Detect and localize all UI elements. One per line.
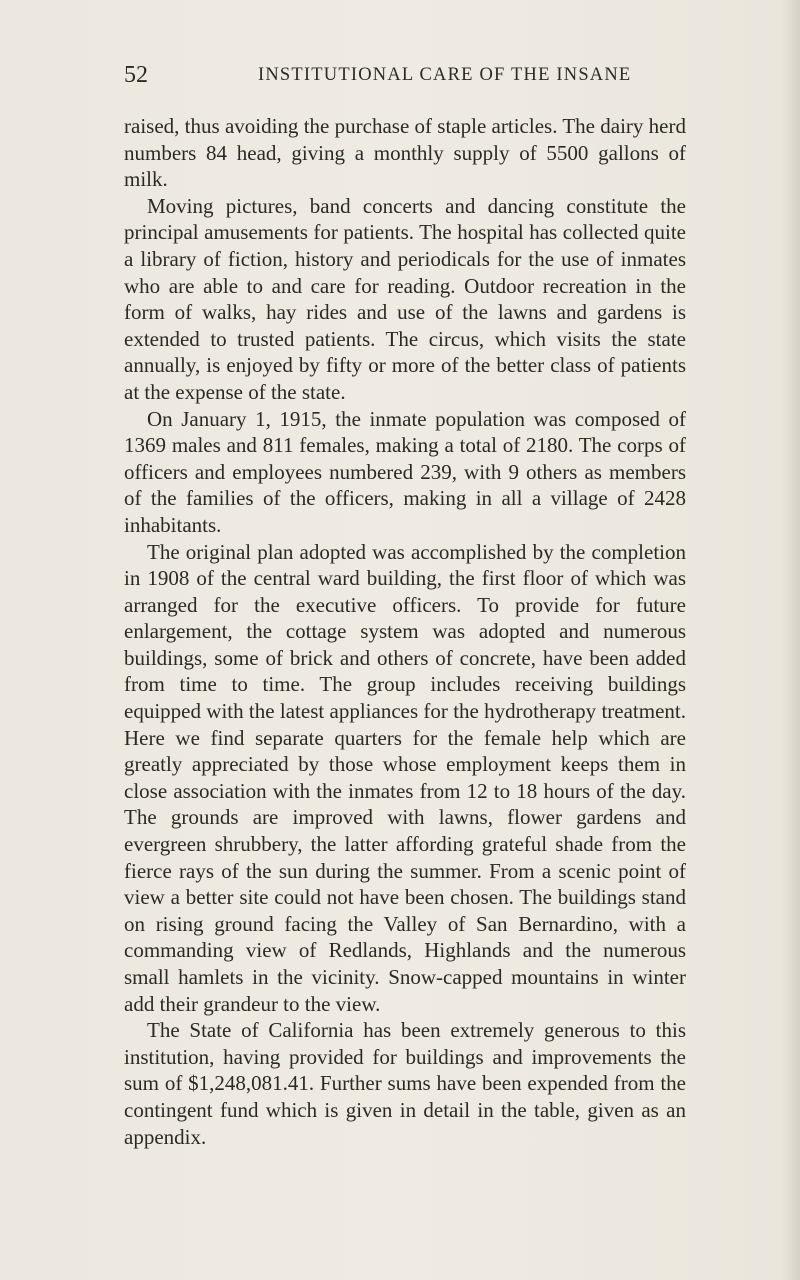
running-title: INSTITUTIONAL CARE OF THE INSANE — [258, 65, 632, 85]
paragraph-funding: The State of California has been extremely generous to this institution, having provided for buildings and improvements the sum of $1,248,081.41. Further sums have been expended from the contingent fund which is given in detail in the table, given as an appendix. — [124, 1018, 686, 1149]
paragraph-buildings: The original plan adopted was accomplished by the completion in 1908 of the central ward building, the first floor of which was arranged for the executive officers. To provide for future enlargement, the cottage system was adopted and numerous buildings, some of brick and others of concrete, have been added from time to time. The group includes receiving buildings equipped with the latest appliances for the hydrotherapy treatment. Here we find separate quarters for the female help which are greatly appreciated by those whose employment keeps them in close association with the inmates from 12 to 18 hours of the day. The grounds are improved with lawns, flower gardens and evergreen shrubbery, the latter affording grateful shade from the fierce rays of the sun during the summer. From a scenic point of view a better site could not have been chosen. The buildings stand on rising ground facing the Valley of San Bernardino, with a commanding view of Redlands, Highlands and the numerous small hamlets in the vicinity. Snow-capped mountains in winter add their grandeur to the view. — [124, 539, 686, 1016]
running-head — [124, 62, 684, 92]
page-number: 52 — [124, 62, 148, 88]
paragraph-amusements: Moving pictures, band concerts and dancing constitute the principal amusements for patients. The hospital has collected quite a library of fiction, history and periodicals for the use of inmates who are able to and care for reading. Outdoor recreation in the form of walks, hay rides and use of the lawns and gardens is extended to trusted patients. The circus, which visits the state annually, is enjoyed by fifty or more of the better class of patients at the expense of the state. — [124, 193, 686, 404]
page-edge-shadow — [782, 0, 800, 1280]
body-text — [124, 113, 686, 1150]
paragraph-population: On January 1, 1915, the inmate population was composed of 1369 males and 811 females, making a total of 2180. The corps of officers and employees numbered 239, with 9 others as members of the families of the officers, making in all a village of 2428 inhabitants. — [124, 406, 686, 537]
paragraph-continued: raised, thus avoiding the purchase of staple articles. The dairy herd numbers 84 head, giving a monthly supply of 5500 gallons of milk. — [124, 114, 686, 192]
